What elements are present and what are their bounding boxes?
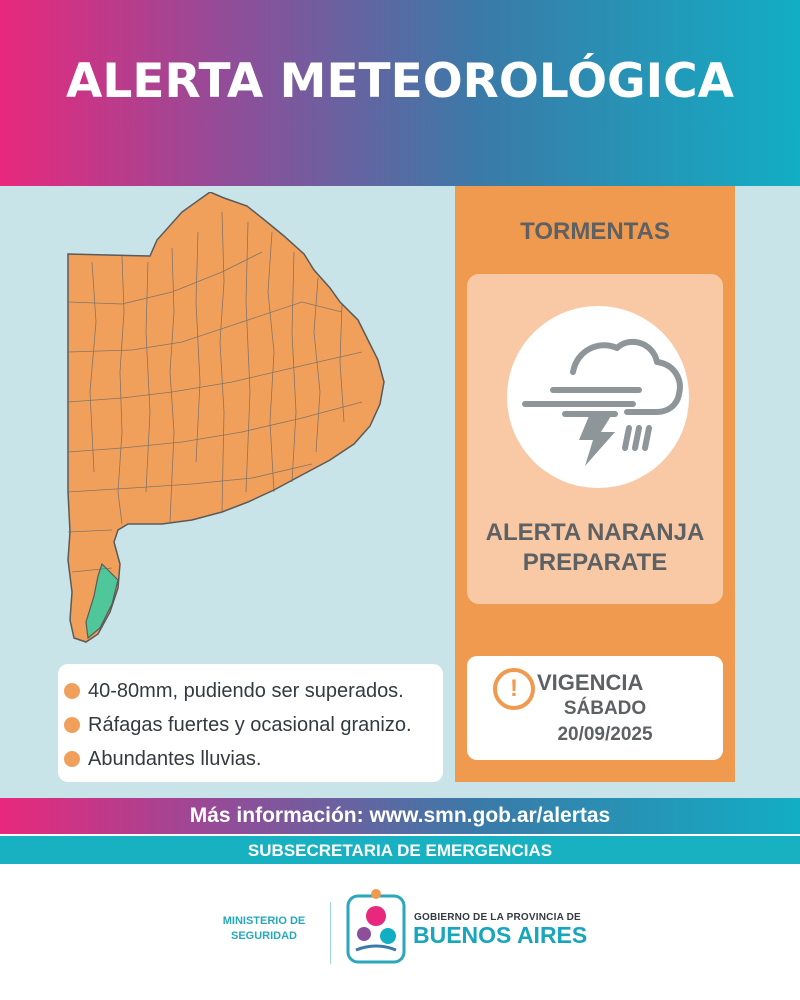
ministry-logo-text (214, 914, 314, 944)
page-title: ALERTA METEOROLÓGICA (66, 53, 734, 109)
bullet-dot-icon (64, 751, 80, 767)
main-area (0, 186, 800, 798)
ministry-line2: SEGURIDAD (230, 930, 297, 942)
subsecretaria-bar: SUBSECRETARIA DE EMERGENCIAS (0, 836, 800, 864)
list-item (58, 708, 443, 742)
list-item-text: 40-80mm, pudiendo ser superados. (88, 679, 404, 702)
storm-cloud-icon (507, 306, 689, 488)
header-banner (0, 0, 800, 186)
alert-level-text (467, 518, 723, 578)
bullet-dot-icon (64, 717, 80, 733)
alert-level-card (467, 274, 723, 604)
bullet-dot-icon (64, 683, 80, 699)
vigencia-title: VIGENCIA (537, 670, 644, 695)
gov-title: BUENOS AIRES (413, 922, 588, 948)
phenomenon-title: TORMENTAS (520, 218, 670, 245)
alert-level-line1: ALERTA NARANJA (485, 519, 705, 546)
province-shape-alert (68, 192, 384, 642)
icon-circle (507, 306, 689, 488)
alert-panel (455, 186, 735, 782)
list-item-text: Ráfagas fuertes y ocasional granizo. (88, 713, 412, 736)
vigencia-card (467, 656, 723, 760)
alert-level-line2: PREPARATE (522, 549, 668, 576)
more-info-link[interactable]: Más información: www.smn.gob.ar/alertas (0, 798, 800, 834)
footer-divider (330, 902, 331, 964)
vigencia-day: SÁBADO (563, 698, 647, 719)
footer (0, 864, 800, 1000)
list-item (58, 742, 443, 776)
exclamation-icon: ! (493, 668, 535, 710)
list-item-text: Abundantes lluvias. (88, 747, 262, 770)
list-item (58, 674, 443, 708)
province-seal-icon (344, 886, 408, 968)
ministry-line1: MINISTERIO DE (222, 915, 306, 927)
vigencia-date: 20/09/2025 (557, 724, 653, 745)
province-map (62, 192, 392, 644)
gov-subtitle: GOBIERNO DE LA PROVINCIA DE (414, 912, 581, 923)
alert-details-list (58, 664, 443, 782)
